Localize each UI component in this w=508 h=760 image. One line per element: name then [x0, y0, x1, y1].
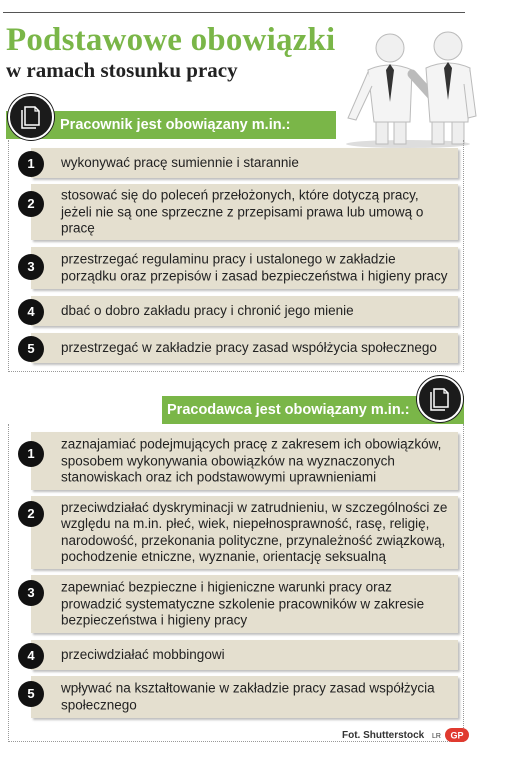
employer-duty-item [31, 575, 458, 633]
item-number-badge: 1 [18, 151, 44, 177]
employee-duty-item [31, 333, 458, 363]
duty-text: przeciwdziałać dyskryminacji w zatrudnieniu, w szczególności ze względu na m.in. płeć, wiek, niepełnosprawność, rasę, religię, narodowość, przekonania polityczne, przynależność związkową, pochodzenie etniczne, wyznanie, orientację seksualną [61, 499, 448, 564]
business-people-illustration [338, 30, 478, 148]
document-icon [8, 94, 54, 140]
duty-text: wykonywać pracę sumiennie i starannie [61, 154, 299, 170]
page-subtitle: w ramach stosunku pracy [6, 58, 238, 82]
top-rule [3, 12, 465, 13]
item-number-badge: 3 [18, 254, 44, 280]
employee-duty-item [31, 184, 458, 240]
duty-text: zaznajamiać podejmujących pracę z zakresem ich obowiązków, sposobem wykonywania obowiązków na wyznaczonych stanowiskach oraz ich podstawowymi uprawnieniami [61, 436, 442, 485]
photo-credit: Fot. Shutterstock [342, 730, 425, 741]
item-number-badge: 5 [18, 336, 44, 362]
item-number-badge: 4 [18, 643, 44, 669]
duty-text: przestrzegać w zakładzie pracy zasad współżycia społecznego [61, 339, 437, 355]
employee-header: Pracownik jest obowiązany m.in.: [6, 111, 336, 139]
employee-duty-item [31, 148, 458, 178]
duty-text: zapewniać bezpieczne i higieniczne warunki pracy oraz prowadzić systematyczne szkolenie pracowników w zakresie bezpieczeństwa i higieny pracy [61, 579, 425, 628]
employer-duty-item [31, 496, 458, 569]
item-number-badge: 1 [18, 441, 44, 467]
author-initials: LR [432, 733, 441, 740]
employer-duty-item [31, 432, 458, 490]
employer-duty-item [31, 640, 458, 670]
document-icon [417, 376, 463, 422]
employee-duty-item [31, 247, 458, 289]
duty-text: stosować się do poleceń przełożonych, które dotyczą pracy, jeżeli nie są one sprzeczne z przepisami prawa lub umową o pracę [61, 187, 424, 236]
item-number-badge: 4 [18, 299, 44, 325]
employer-duty-item [31, 676, 458, 718]
employer-header: Pracodawca jest obowiązany m.in.: [162, 396, 464, 424]
item-number-badge: 5 [18, 681, 44, 707]
duty-text: dbać o dobro zakładu pracy i chronić jego mienie [61, 302, 354, 318]
gp-logo [445, 728, 469, 742]
page-title: Podstawowe obowiązki [6, 22, 336, 58]
item-number-badge: 3 [18, 580, 44, 606]
duty-text: przestrzegać regulaminu pracy i ustalonego w zakładzie porządku oraz przepisów i zasad bezpieczeństwa i higieny pracy [61, 251, 448, 283]
employee-duty-item [31, 296, 458, 326]
item-number-badge: 2 [18, 501, 44, 527]
duty-text: przeciwdziałać mobbingowi [61, 646, 225, 662]
item-number-badge: 2 [18, 191, 44, 217]
duty-text: wpływać na kształtowanie w zakładzie pracy zasad współżycia społecznego [61, 680, 435, 712]
svg-text:GP: GP [450, 730, 464, 741]
